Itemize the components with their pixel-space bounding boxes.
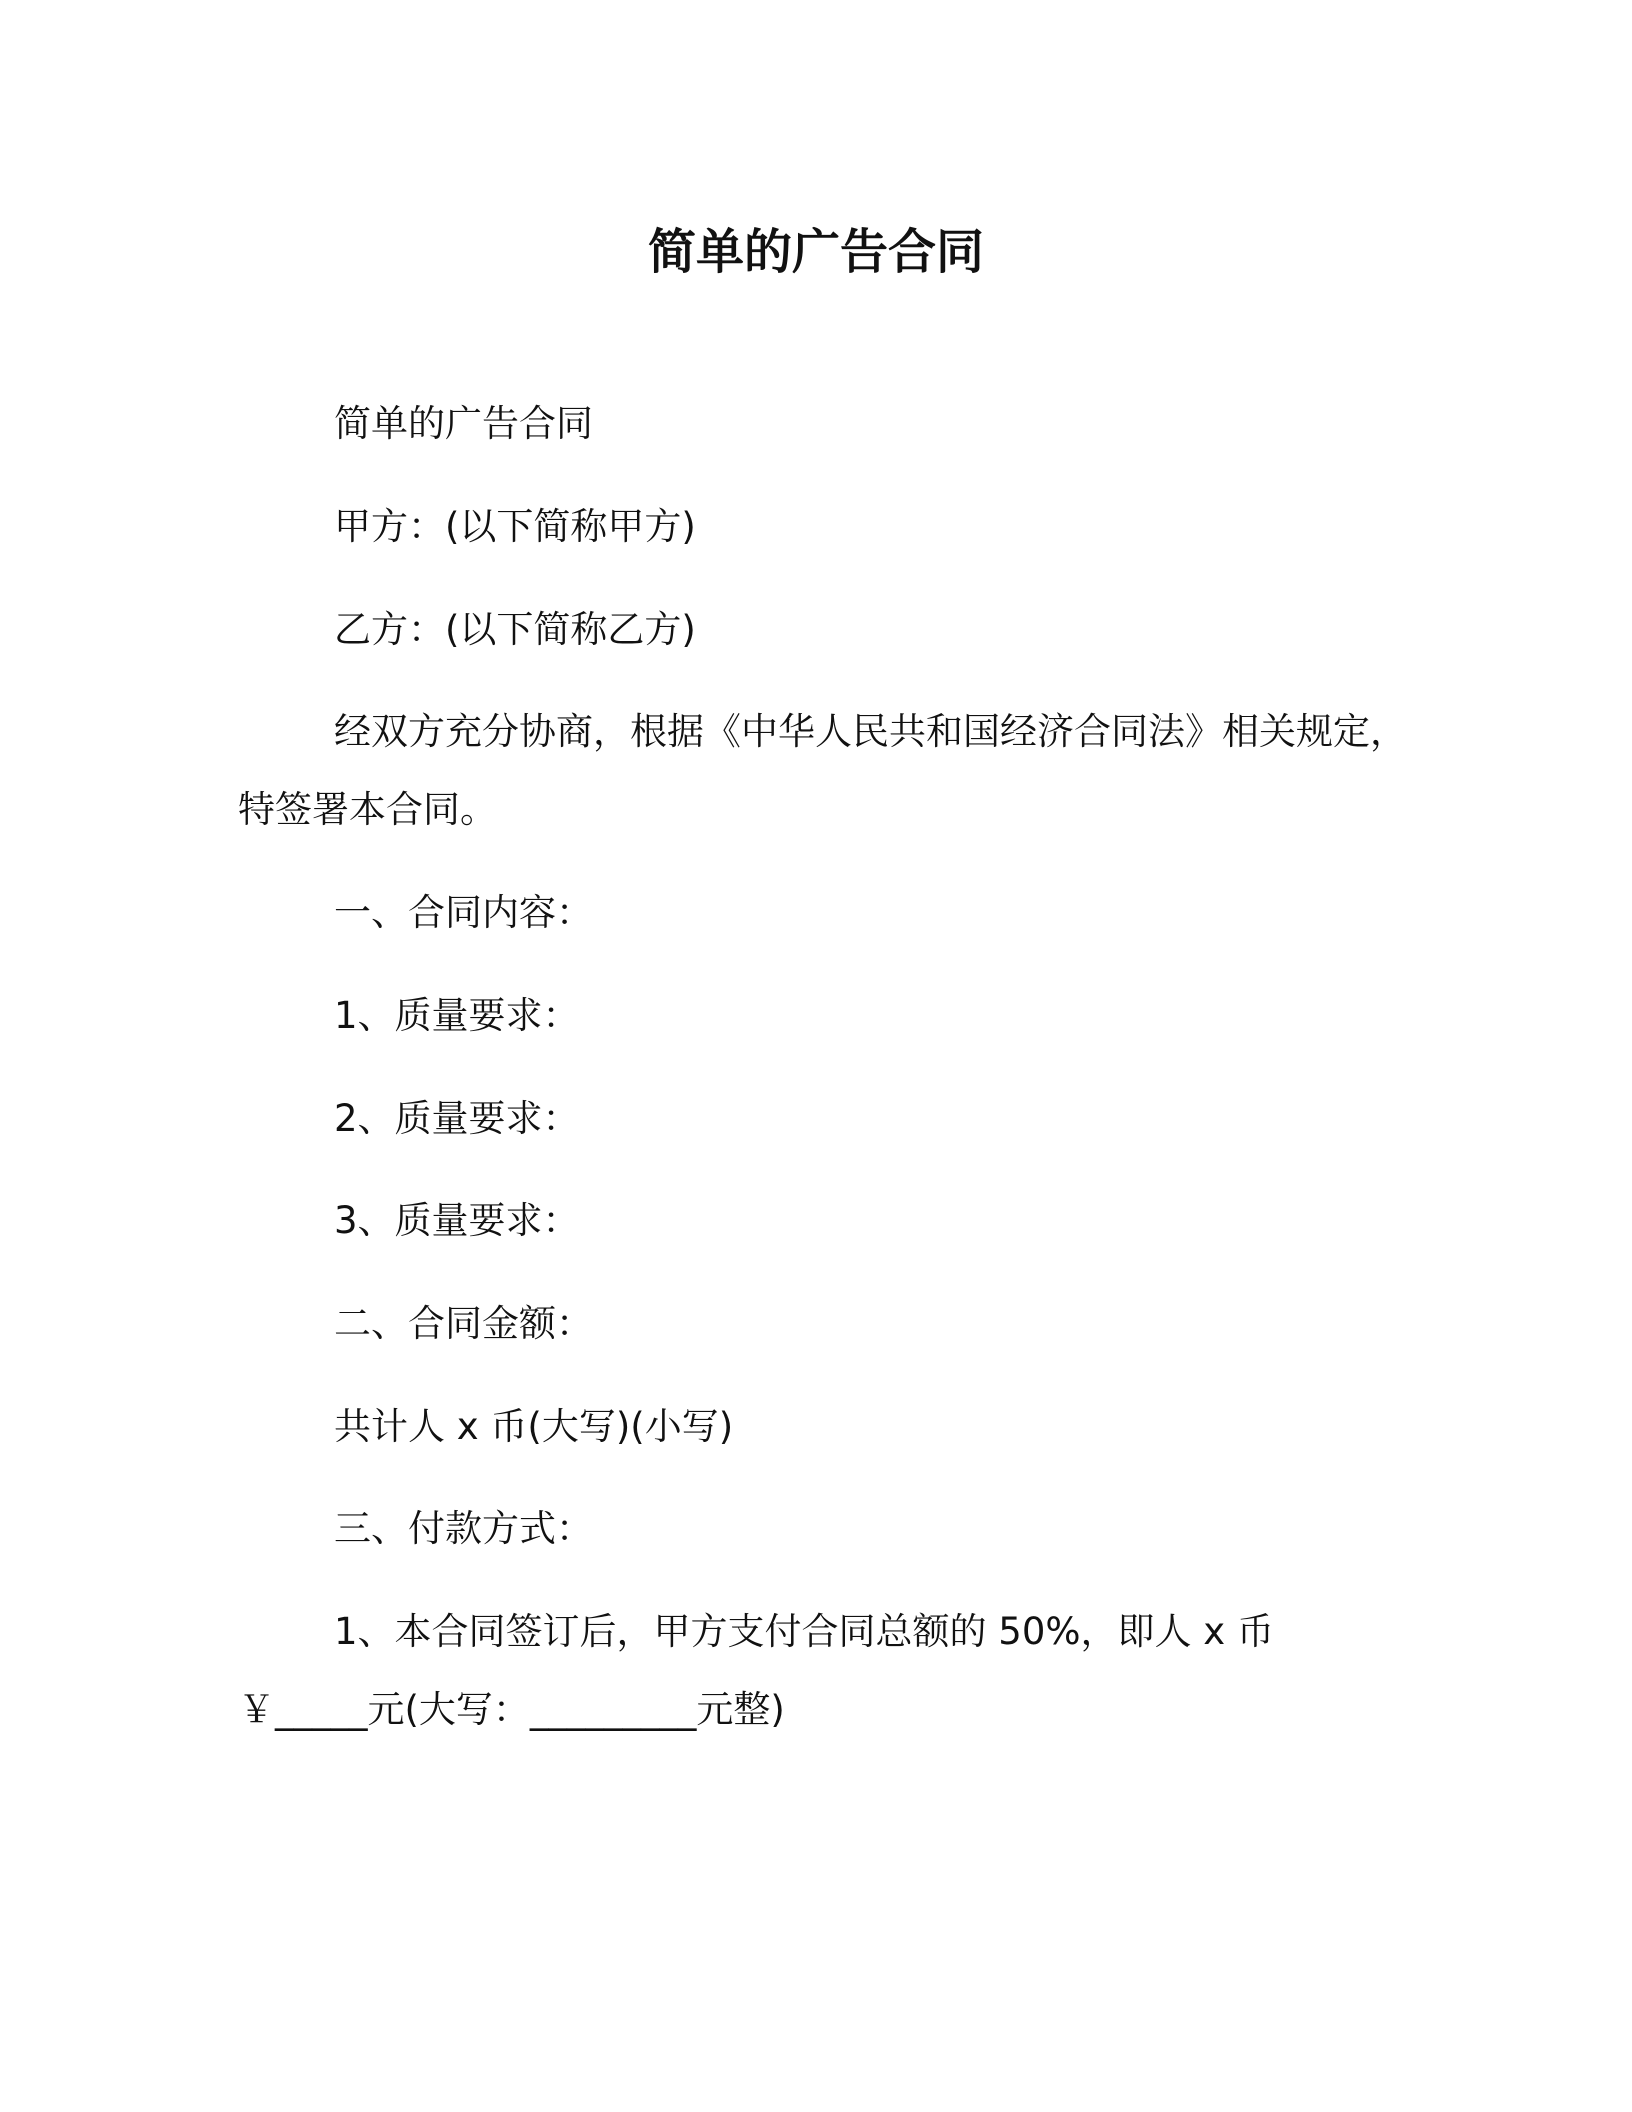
paragraph-party-a [238, 488, 1398, 566]
paragraph-preamble [238, 693, 1407, 849]
paragraph-section-2-heading [238, 1285, 1398, 1363]
paragraph-text: 一、合同内容： [334, 891, 593, 934]
paragraph-text: 乙方：(以下简称乙方) [334, 608, 696, 651]
document-title: 简单的广告合同 [647, 224, 984, 280]
paragraph-amount [238, 1388, 1398, 1466]
paragraph-text: 共计人 x 币(大写)(小写) [334, 1405, 734, 1448]
paragraph-text: 甲方：(以下简称甲方) [334, 505, 696, 548]
paragraph-quality-1 [238, 977, 1398, 1055]
paragraph-text: 2、质量要求： [334, 1097, 580, 1140]
paragraph-text-line2: 特签署本合同。 [238, 788, 497, 831]
paragraph-section-3-heading [238, 1490, 1398, 1568]
paragraph-text: 1、质量要求： [334, 994, 580, 1037]
paragraph-quality-2 [238, 1080, 1398, 1158]
paragraph-party-b [238, 591, 1398, 669]
paragraph-text-line2: ￥_____元(大写：_________元整) [238, 1688, 785, 1731]
paragraph-text: 二、合同金额： [334, 1302, 593, 1345]
paragraph-subtitle [238, 385, 1398, 463]
paragraph-section-1-heading [238, 874, 1398, 952]
paragraph-text: 三、付款方式： [334, 1507, 593, 1550]
paragraph-text: 3、质量要求： [334, 1199, 580, 1242]
paragraph-text-line1: 1、本合同签订后，甲方支付合同总额的 50%，即人 x 币 [334, 1610, 1274, 1653]
paragraph-text: 简单的广告合同 [334, 402, 593, 445]
paragraph-payment-1 [238, 1593, 1398, 1749]
paragraph-text-line1: 经双方充分协商，根据《中华人民共和国经济合同法》相关规定， [334, 710, 1407, 753]
paragraph-quality-3 [238, 1182, 1398, 1260]
